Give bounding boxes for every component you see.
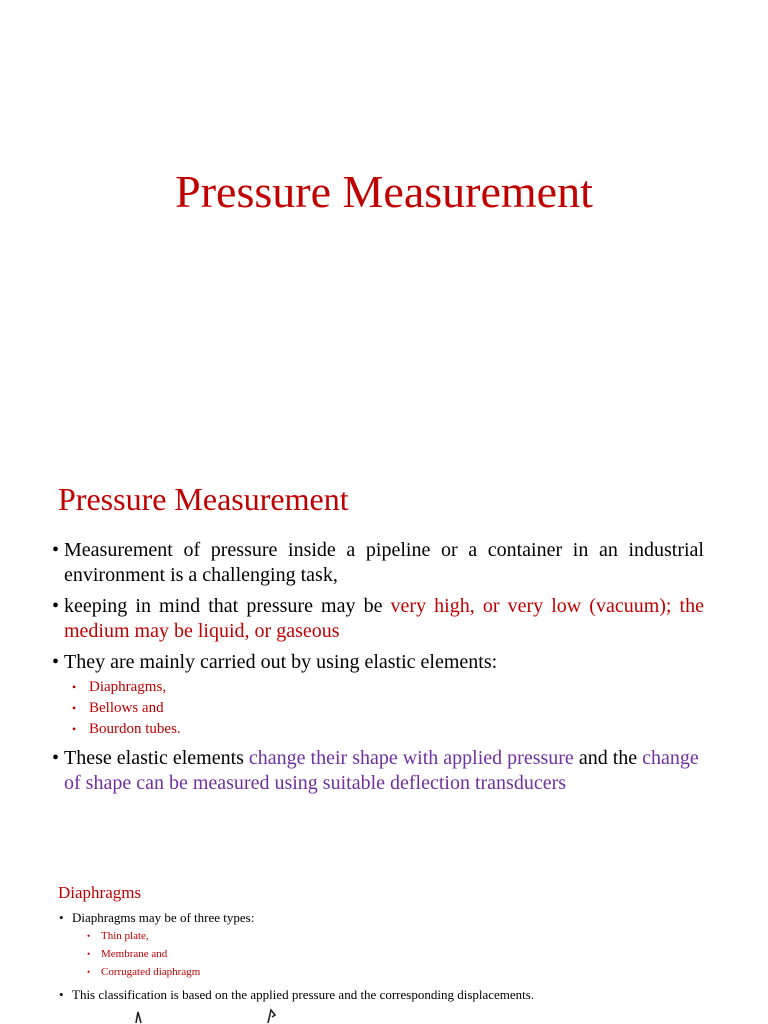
bullet-dot: • — [59, 910, 64, 925]
bullet-text: They are mainly carried out by using elastic elements: — [64, 651, 498, 673]
bullet-dot: • — [87, 931, 91, 941]
bullet-dot: • — [52, 595, 60, 617]
sub-bullet-item — [52, 677, 704, 698]
bullet-dot: • — [72, 701, 77, 715]
bullet-dot: • — [87, 949, 91, 959]
sub-bullet-item — [52, 698, 704, 719]
bullet-item — [59, 985, 699, 1004]
bullet-highlight: very high, or very low (vacuum); the medium may be liquid, or gaseous — [64, 595, 704, 642]
bullet-text: Measurement of pressure inside a pipeline or a container in an industrial environment is a challenging task, — [64, 539, 704, 586]
bullet-text: keeping in mind that pressure may be — [64, 595, 391, 617]
bullet-list — [59, 908, 699, 1004]
bullet-item — [59, 908, 699, 927]
sub-bullet-item — [59, 927, 699, 945]
bullet-highlight: change of shape can be measured using suitable deflection transducers — [64, 747, 699, 794]
bullet-item — [52, 538, 704, 588]
bullet-dot: • — [87, 967, 91, 977]
slide-heading: Pressure Measurement — [58, 481, 349, 517]
slide-diaphragms — [0, 864, 768, 1024]
sub-bullet-list — [59, 927, 699, 981]
sub-bullet-text: Membrane and — [101, 948, 168, 960]
bullet-item — [52, 594, 704, 644]
sub-bullet-text: Corrugated diaphragm — [101, 966, 201, 978]
sub-bullet-item — [59, 945, 699, 963]
bullet-text: These elastic elements — [64, 747, 249, 769]
slide-pressure-measurement — [0, 432, 768, 864]
sub-bullet-group — [52, 677, 704, 740]
bullet-item — [52, 746, 704, 796]
bullet-highlight: change their shape with applied pressure — [248, 747, 574, 769]
sketch-stroke-right — [268, 1010, 275, 1023]
sub-bullet-list — [52, 677, 704, 740]
slide-heading: Diaphragms — [58, 883, 142, 902]
slide-title — [0, 0, 768, 432]
sub-bullet-text: Bellows and — [89, 700, 164, 716]
bullet-text: Diaphragms may be of three types: — [72, 910, 255, 925]
sub-bullet-group — [59, 927, 699, 981]
bullet-dot: • — [52, 747, 60, 769]
sub-bullet-text: Thin plate, — [101, 930, 149, 942]
sub-bullet-text: Bourdon tubes. — [89, 721, 181, 737]
sub-bullet-item — [52, 719, 704, 740]
bullet-text: This classification is based on the applied pressure and the corresponding displacements. — [72, 987, 535, 1002]
bullet-dot: • — [59, 987, 64, 1002]
sub-bullet-item — [59, 963, 699, 981]
sub-bullet-text: Diaphragms, — [89, 679, 167, 695]
bullet-dot: • — [72, 722, 77, 736]
bullet-text: and the — [573, 747, 643, 769]
bullet-dot: • — [72, 680, 77, 694]
bullet-item — [52, 650, 704, 675]
bullet-dot: • — [52, 651, 60, 673]
sketch-stroke-left — [136, 1012, 141, 1023]
partial-sketch-drawing — [120, 1006, 320, 1024]
slide-title-heading: Pressure Measurement — [175, 166, 593, 217]
bullet-list — [52, 538, 704, 802]
bullet-dot: • — [52, 539, 60, 561]
